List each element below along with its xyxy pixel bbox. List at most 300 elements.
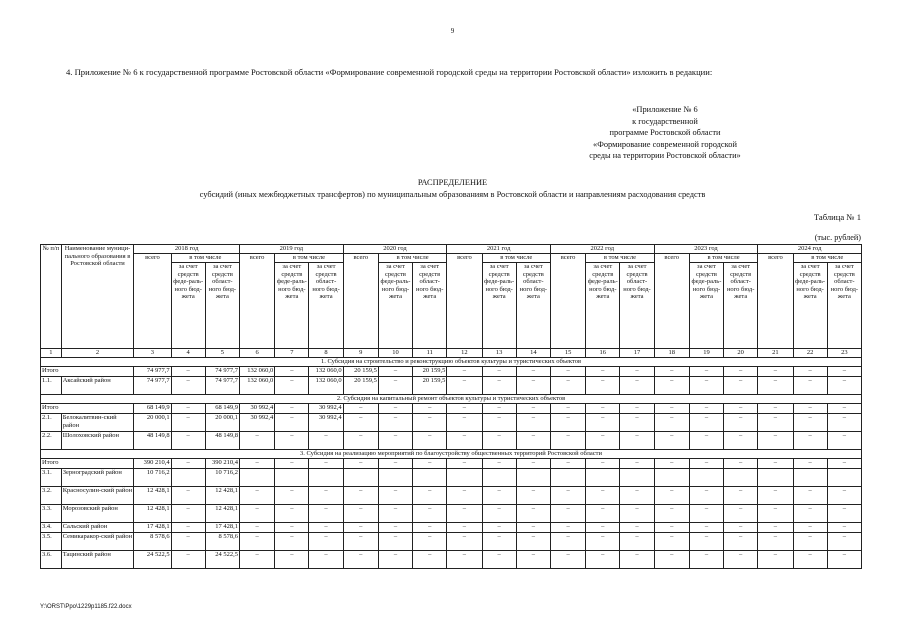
row-value [586, 469, 620, 487]
row-value: – [482, 367, 516, 377]
row-value: – [689, 487, 723, 505]
row-value: – [516, 487, 550, 505]
header-federal: за счет средств феде-раль-ного бюд-жета [689, 263, 723, 349]
row-value: – [171, 459, 205, 469]
row-value: – [689, 377, 723, 395]
row-value: – [793, 487, 827, 505]
header-year: 2021 год [447, 245, 551, 254]
row-value: – [516, 523, 550, 533]
row-value: – [378, 414, 412, 432]
row-value: 132 060,0 [240, 377, 275, 395]
row-value: – [413, 505, 447, 523]
row-value: – [793, 432, 827, 450]
row-value: – [689, 404, 723, 414]
row-value: – [240, 487, 275, 505]
row-value: – [586, 377, 620, 395]
row-value: – [275, 505, 309, 523]
row-value: – [378, 367, 412, 377]
row-value: – [343, 414, 378, 432]
row-value: – [620, 505, 654, 523]
row-value: – [343, 505, 378, 523]
row-value: – [793, 505, 827, 523]
row-value: – [586, 414, 620, 432]
table-row [41, 505, 862, 523]
header-row-groups [41, 254, 862, 263]
row-value: 12 428,1 [134, 487, 171, 505]
row-value: – [758, 404, 793, 414]
column-numbers-row [41, 349, 862, 358]
header-year: 2022 год [550, 245, 654, 254]
row-value: – [275, 377, 309, 395]
row-value: – [654, 523, 689, 533]
header-federal: за счет средств феде-раль-ного бюд-жета [171, 263, 205, 349]
row-value: – [724, 551, 758, 569]
distribution-table [40, 244, 862, 569]
row-value: – [516, 533, 550, 551]
column-number: 3 [134, 349, 171, 358]
row-value: 68 149,9 [205, 404, 239, 414]
row-value [447, 469, 482, 487]
row-value [654, 469, 689, 487]
row-value: – [378, 487, 412, 505]
header-including: в том числе [275, 254, 343, 263]
row-value: – [275, 533, 309, 551]
row-value [689, 469, 723, 487]
header-year: 2019 год [240, 245, 344, 254]
row-value: – [171, 377, 205, 395]
table-row [41, 377, 862, 395]
row-value [171, 469, 205, 487]
header-total: всего [343, 254, 378, 349]
row-value: – [724, 505, 758, 523]
row-value: – [758, 377, 793, 395]
header-total: всего [654, 254, 689, 349]
row-total-label: Итого [41, 404, 134, 414]
row-value: – [654, 533, 689, 551]
appendix-line: «Приложение № 6 [632, 105, 698, 114]
row-value: – [171, 367, 205, 377]
row-value: 20 000,1 [205, 414, 239, 432]
row-value: – [516, 432, 550, 450]
row-value: – [240, 523, 275, 533]
row-value: – [447, 404, 482, 414]
column-number: 15 [550, 349, 585, 358]
row-value: – [550, 533, 585, 551]
row-value: – [724, 414, 758, 432]
column-number: 22 [793, 349, 827, 358]
row-value [827, 469, 861, 487]
row-value: – [171, 523, 205, 533]
row-value: – [724, 487, 758, 505]
table-row [41, 523, 862, 533]
row-value [793, 469, 827, 487]
row-value: – [240, 459, 275, 469]
row-value: – [793, 523, 827, 533]
column-number: 20 [724, 349, 758, 358]
header-including: в том числе [689, 254, 757, 263]
row-value: – [793, 459, 827, 469]
row-value: – [482, 404, 516, 414]
row-value [240, 469, 275, 487]
table-units: (тыс. рублей) [814, 233, 861, 242]
row-total-label: Итого [41, 459, 134, 469]
column-number: 13 [482, 349, 516, 358]
row-value: – [413, 533, 447, 551]
title-subheading: субсидий (иных межбюджетных трансфертов) по муниципальным образованиям в Ростовской области и направлениям расходования средств [199, 189, 706, 199]
row-number: 3.2. [41, 487, 62, 505]
row-value: – [378, 432, 412, 450]
header-including: в том числе [378, 254, 446, 263]
row-value: 390 210,4 [205, 459, 239, 469]
row-municipality: Красносулин-ский район [61, 487, 134, 505]
row-value: – [620, 414, 654, 432]
row-value: – [724, 533, 758, 551]
row-value: 20 000,1 [134, 414, 171, 432]
row-value: – [620, 551, 654, 569]
row-value: – [171, 533, 205, 551]
row-value: – [413, 414, 447, 432]
row-municipality: Семикаракор-ский район [61, 533, 134, 551]
row-value: 74 977,7 [205, 367, 239, 377]
header-federal: за счет средств феде-раль-ного бюд-жета [793, 263, 827, 349]
row-value: – [343, 487, 378, 505]
row-value: 20 159,5 [343, 377, 378, 395]
row-value: – [724, 432, 758, 450]
row-municipality: Аксайский район [61, 377, 134, 395]
header-number: № п/п [41, 245, 62, 349]
table-row [41, 487, 862, 505]
row-number: 3.3. [41, 505, 62, 523]
row-value: – [343, 523, 378, 533]
row-value: – [689, 551, 723, 569]
appendix-line: «Формирование современной городской [593, 139, 737, 149]
header-year: 2018 год [134, 245, 240, 254]
row-value [378, 469, 412, 487]
row-value: – [482, 533, 516, 551]
section-row [41, 450, 862, 459]
row-value: – [516, 377, 550, 395]
column-number: 19 [689, 349, 723, 358]
row-value: – [586, 505, 620, 523]
row-value: – [343, 533, 378, 551]
row-value: – [516, 551, 550, 569]
row-value: – [758, 414, 793, 432]
row-value: 74 977,7 [205, 377, 239, 395]
row-number: 2.2. [41, 432, 62, 450]
table-row [41, 414, 862, 432]
column-number: 2 [61, 349, 134, 358]
row-value: 132 060,0 [309, 377, 343, 395]
header-including: в том числе [171, 254, 239, 263]
row-value: – [447, 533, 482, 551]
header-total: всего [240, 254, 275, 349]
row-value: – [793, 551, 827, 569]
row-value: – [413, 523, 447, 533]
row-value: – [275, 404, 309, 414]
row-value: – [758, 505, 793, 523]
row-value: – [827, 367, 861, 377]
row-value: – [275, 459, 309, 469]
header-federal: за счет средств феде-раль-ного бюд-жета [482, 263, 516, 349]
row-value: – [482, 432, 516, 450]
row-number: 3.4. [41, 523, 62, 533]
row-value: – [724, 367, 758, 377]
row-value: – [550, 367, 585, 377]
row-value [413, 469, 447, 487]
row-number: 2.1. [41, 414, 62, 432]
row-value [482, 469, 516, 487]
row-value: – [620, 432, 654, 450]
row-value: – [724, 459, 758, 469]
row-value: – [654, 459, 689, 469]
document-title [0, 177, 905, 200]
row-value: – [447, 367, 482, 377]
header-year: 2024 год [758, 245, 862, 254]
row-value: – [758, 432, 793, 450]
row-value: – [793, 414, 827, 432]
column-number: 16 [586, 349, 620, 358]
row-value: – [413, 459, 447, 469]
row-value: – [447, 414, 482, 432]
row-value: – [171, 487, 205, 505]
row-value: – [516, 505, 550, 523]
row-value: – [378, 459, 412, 469]
row-value [516, 469, 550, 487]
row-value: – [378, 505, 412, 523]
row-value: 132 060,0 [309, 367, 343, 377]
header-regional: за счет средств област-ного бюд-жета [309, 263, 343, 349]
header-regional: за счет средств област-ного бюд-жета [413, 263, 447, 349]
row-value: – [309, 487, 343, 505]
column-number: 21 [758, 349, 793, 358]
row-value: – [586, 551, 620, 569]
row-value: – [586, 487, 620, 505]
row-value: – [343, 432, 378, 450]
row-value: 30 992,4 [240, 414, 275, 432]
row-value: – [689, 432, 723, 450]
row-value: – [620, 523, 654, 533]
row-value: – [482, 505, 516, 523]
column-number: 12 [447, 349, 482, 358]
row-value: – [620, 459, 654, 469]
row-value: – [275, 367, 309, 377]
row-value: – [586, 533, 620, 551]
row-value: – [620, 367, 654, 377]
row-municipality: Белокалитвин-ский район [61, 414, 134, 432]
row-value: – [309, 432, 343, 450]
row-value: 24 522,5 [205, 551, 239, 569]
title-heading: РАСПРЕДЕЛЕНИЕ [417, 178, 488, 187]
row-number: 1.1. [41, 377, 62, 395]
row-value: – [378, 404, 412, 414]
header-year: 2020 год [343, 245, 447, 254]
column-number: 9 [343, 349, 378, 358]
row-value [275, 469, 309, 487]
header-regional: за счет средств област-ного бюд-жета [724, 263, 758, 349]
row-value: – [550, 487, 585, 505]
row-municipality: Морозовский район [61, 505, 134, 523]
row-value: – [620, 533, 654, 551]
header-regional: за счет средств област-ного бюд-жета [827, 263, 861, 349]
table-row [41, 469, 862, 487]
row-value: – [654, 377, 689, 395]
appendix-line: программе Ростовской области [609, 128, 721, 137]
row-value: 17 428,1 [205, 523, 239, 533]
header-federal: за счет средств феде-раль-ного бюд-жета [586, 263, 620, 349]
row-value: – [240, 505, 275, 523]
row-value: – [482, 377, 516, 395]
page-number: 9 [450, 27, 455, 35]
row-value: – [827, 523, 861, 533]
column-number: 4 [171, 349, 205, 358]
row-value: 390 210,4 [134, 459, 171, 469]
header-total: всего [134, 254, 171, 349]
row-value: – [827, 505, 861, 523]
row-value: 12 428,1 [134, 505, 171, 523]
table-row [41, 404, 862, 414]
row-value: – [171, 432, 205, 450]
row-value: 74 977,7 [134, 367, 171, 377]
row-value: – [793, 404, 827, 414]
row-value [758, 469, 793, 487]
row-value: – [586, 432, 620, 450]
row-value: – [275, 551, 309, 569]
row-value: 8 578,6 [134, 533, 171, 551]
row-value: – [758, 367, 793, 377]
row-value: – [654, 487, 689, 505]
row-value [724, 469, 758, 487]
row-value: – [550, 459, 585, 469]
row-value: – [240, 551, 275, 569]
row-municipality: Шолоховский район [61, 432, 134, 450]
row-value: 12 428,1 [205, 487, 239, 505]
row-value: 10 716,2 [134, 469, 171, 487]
header-regional: за счет средств област-ного бюд-жета [205, 263, 239, 349]
row-value: – [447, 551, 482, 569]
header-federal: за счет средств феде-раль-ного бюд-жета [275, 263, 309, 349]
header-including: в том числе [482, 254, 550, 263]
row-value: – [171, 551, 205, 569]
row-value: – [240, 432, 275, 450]
table-row [41, 533, 862, 551]
row-value: – [516, 459, 550, 469]
row-value: – [793, 367, 827, 377]
row-value: 68 149,9 [134, 404, 171, 414]
row-value: – [654, 551, 689, 569]
column-number: 18 [654, 349, 689, 358]
row-value: – [620, 404, 654, 414]
row-value: – [275, 414, 309, 432]
row-value: – [827, 414, 861, 432]
column-number: 1 [41, 349, 62, 358]
row-value: – [689, 523, 723, 533]
row-value: – [550, 414, 585, 432]
row-value: – [516, 414, 550, 432]
table-row [41, 459, 862, 469]
row-municipality: Сальский район [61, 523, 134, 533]
row-value [343, 469, 378, 487]
row-value: – [482, 459, 516, 469]
header-total: всего [550, 254, 585, 349]
row-value: – [758, 551, 793, 569]
row-value: 20 159,5 [343, 367, 378, 377]
row-value: – [240, 533, 275, 551]
row-value: – [724, 523, 758, 533]
header-regional: за счет средств област-ного бюд-жета [516, 263, 550, 349]
row-value: – [275, 432, 309, 450]
row-value: – [309, 459, 343, 469]
row-value: – [586, 404, 620, 414]
row-value: – [447, 459, 482, 469]
row-value: – [827, 551, 861, 569]
row-value: – [827, 459, 861, 469]
row-value: – [343, 551, 378, 569]
row-value: 8 578,6 [205, 533, 239, 551]
row-value: – [378, 551, 412, 569]
row-value: 20 159,5 [413, 367, 447, 377]
header-federal: за счет средств феде-раль-ного бюд-жета [378, 263, 412, 349]
row-value: – [309, 505, 343, 523]
row-value: – [447, 487, 482, 505]
row-value: – [550, 551, 585, 569]
file-path-footer: Y:\ORST\Ppo\1229p1185.f22.docx [40, 604, 132, 610]
column-number: 17 [620, 349, 654, 358]
row-value: – [689, 414, 723, 432]
intro-paragraph: 4. Приложение № 6 к государственной программе Ростовской области «Формирование современной городской среды на территории Ростовской области» изложить в редакции: [66, 67, 713, 77]
row-value: – [482, 414, 516, 432]
header-total: всего [758, 254, 793, 349]
row-value [550, 469, 585, 487]
row-municipality: Зерноградский район [61, 469, 134, 487]
row-value: – [620, 377, 654, 395]
row-value: – [447, 505, 482, 523]
row-value: – [689, 459, 723, 469]
row-value: – [309, 551, 343, 569]
row-value: – [309, 533, 343, 551]
row-value: – [827, 487, 861, 505]
row-value: 30 992,4 [309, 404, 343, 414]
row-value: 132 060,0 [240, 367, 275, 377]
table-row [41, 432, 862, 450]
row-value: – [171, 414, 205, 432]
row-value: – [758, 487, 793, 505]
row-number: 3.1. [41, 469, 62, 487]
row-value: 48 149,8 [205, 432, 239, 450]
row-value: – [275, 523, 309, 533]
row-value: – [171, 404, 205, 414]
row-value: – [482, 523, 516, 533]
row-value: – [654, 432, 689, 450]
row-value: – [724, 404, 758, 414]
appendix-block [500, 104, 830, 162]
row-value: – [550, 432, 585, 450]
row-value [309, 469, 343, 487]
row-value: – [447, 432, 482, 450]
table-number: Таблица № 1 [813, 212, 861, 222]
row-value: 10 716,2 [205, 469, 239, 487]
row-value: – [827, 533, 861, 551]
row-value: – [413, 432, 447, 450]
row-value: 30 992,4 [240, 404, 275, 414]
row-value: – [516, 404, 550, 414]
column-number: 11 [413, 349, 447, 358]
row-value: – [758, 533, 793, 551]
row-value: 74 977,7 [134, 377, 171, 395]
row-value: – [654, 404, 689, 414]
column-number: 7 [275, 349, 309, 358]
header-including: в том числе [586, 254, 654, 263]
row-value: – [413, 551, 447, 569]
